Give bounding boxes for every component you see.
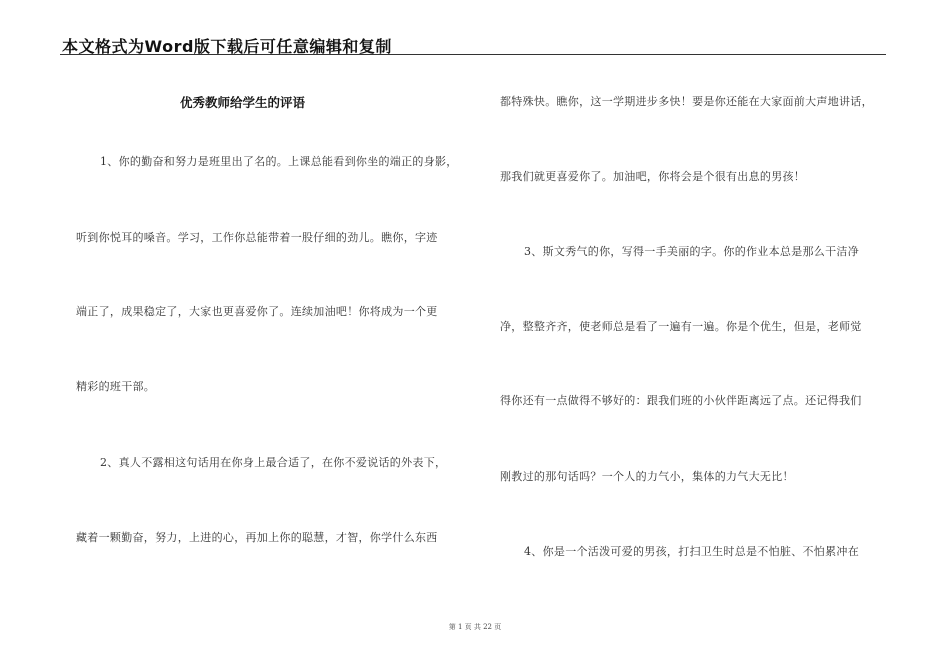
page-number: 第 1 页 共 22 页 (448, 623, 502, 631)
left-line-1: 1、你的勤奋和努力是班里出了名的。上课总能看到你坐的端正的身影， (100, 155, 458, 168)
left-line-5: 2、真人不露相这句话用在你身上最合适了，在你不爱说话的外表下， (100, 456, 447, 469)
header-divider (60, 54, 886, 55)
right-line-7: 4、你是一个活泼可爱的男孩，打扫卫生时总是不怕脏、不怕累冲在 (524, 545, 859, 558)
header-title: 本文格式为Word版下载后可任意编辑和复制 (62, 37, 392, 56)
left-line-3: 端正了，成果稳定了，大家也更喜爱你了。连续加油吧！你将成为一个更 (76, 305, 438, 318)
right-line-5: 得你还有一点做得不够好的：跟我们班的小伙伴距离远了点。还记得我们 (500, 394, 862, 407)
left-line-6: 藏着一颗勤奋，努力，上进的心，再加上你的聪慧，才智，你学什么东西 (76, 531, 438, 544)
right-line-3: 3、斯文秀气的你，写得一手美丽的字。你的作业本总是那么干洁净 (524, 245, 859, 258)
left-line-2: 听到你悦耳的嗓音。学习，工作你总能带着一股仔细的劲儿。瞧你，字迹 (76, 231, 438, 244)
right-line-1: 都特殊快。瞧你，这一学期进步多快！要是你还能在大家面前大声地讲话， (500, 95, 873, 108)
left-line-4: 精彩的班干部。 (76, 380, 156, 393)
right-line-4: 净，整整齐齐，使老师总是看了一遍有一遍。你是个优生，但是，老师觉 (500, 320, 862, 333)
right-line-2: 那我们就更喜爱你了。加油吧，你将会是个很有出息的男孩！ (500, 170, 806, 183)
document-title: 优秀教师给学生的评语 (180, 95, 306, 110)
right-line-6: 刚教过的那句话吗？一个人的力气小，集体的力气大无比！ (500, 470, 794, 483)
